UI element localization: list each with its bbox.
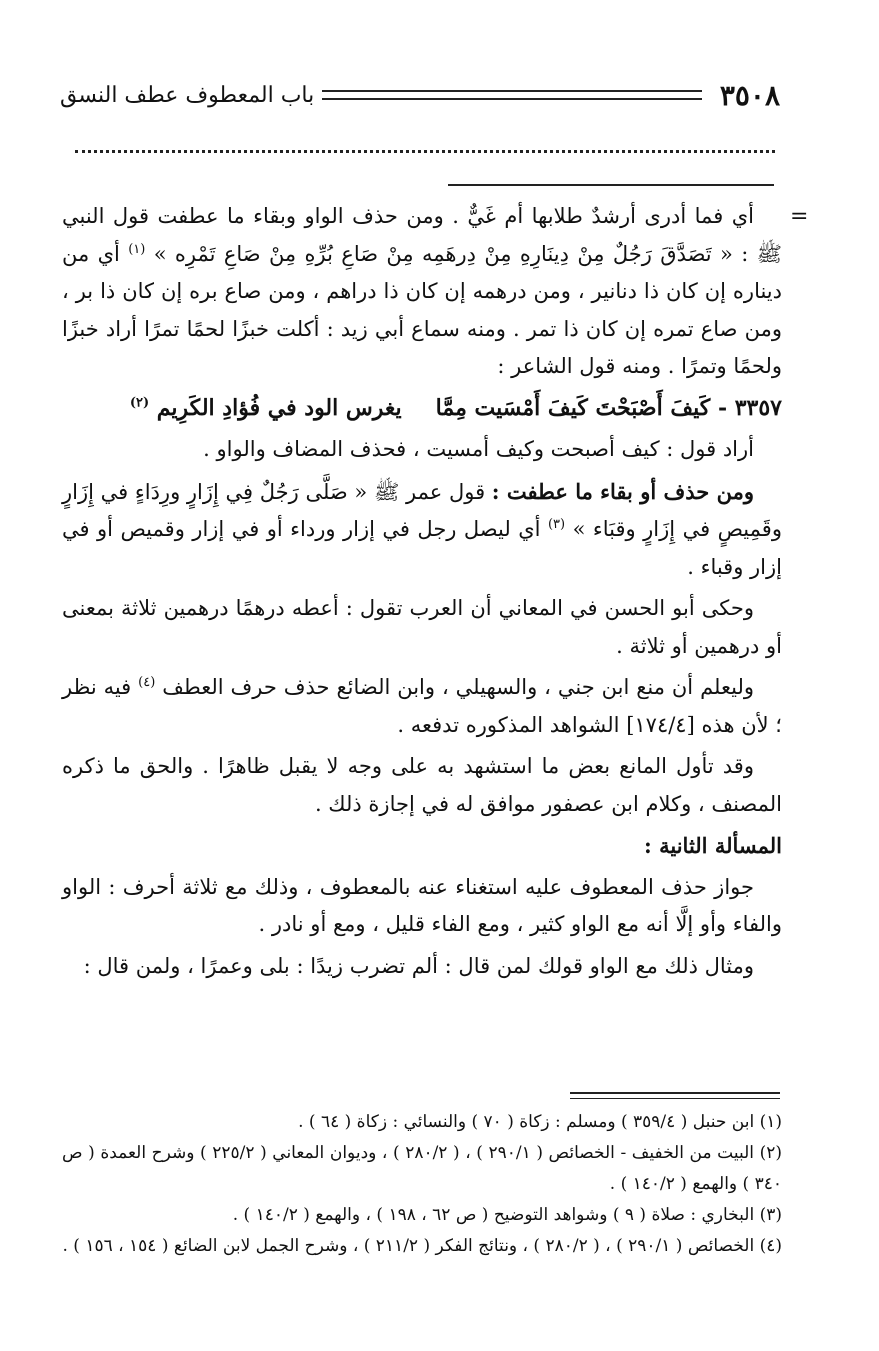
page-header [60, 78, 780, 112]
main-text [62, 198, 782, 989]
paragraph-1 [62, 198, 782, 386]
footnotes [62, 1107, 782, 1262]
verse-number: ٣٣٥٧ - [717, 394, 782, 421]
verse-line [62, 390, 782, 428]
footnote-ref-1[interactable]: (١) [128, 241, 146, 257]
footnote-ref-4[interactable]: (٤) [138, 675, 156, 690]
chapter-title: باب المعطوف عطف النسق [60, 82, 315, 108]
continuation-rule [448, 184, 774, 186]
paragraph-5-text: وليعلم أن منع ابن جني ، والسهيلي ، وابن الضائع حذف حرف العطف [162, 675, 754, 699]
paragraph-3 [62, 473, 782, 587]
paragraph-3-continuation: أي ليصل رجل في إزار ورداء أو في إزار وقميص أو في إزار وقباء . [62, 517, 782, 579]
verse-second-hemistich [130, 390, 402, 428]
paragraph-1-continuation: أي من ديناره إن كان ذا دنانير ، ومن درهمه إن كان ذا دراهم ، ومن صاع بره إن كان ذا بر ، ومن صاع تمره إن كان ذا تمر . ومنه سماع أبي زيد : أكلت خبزًا لحمًا تمرًا أراد خبزًا ولحمًا وتمرًا . ومنه قول الشاعر : [62, 241, 782, 378]
verse-second-text: يغرس الود في فُؤادِ الكَرِيم [156, 394, 402, 421]
verse-first-text: كَيفَ أَصْبَحْتَ كَيفَ أَمْسَيت مِمَّا [435, 394, 711, 421]
paragraph-5 [62, 669, 782, 744]
paragraph-6: وقد تأول المانع بعض ما استشهد به على وجه لا يقبل ظاهرًا . والحق ما ذكره المصنف ، وكلام ابن عصفور موافق له في إجازة ذلك . [62, 754, 782, 816]
footnote-ref-2[interactable]: (٢) [129, 395, 150, 411]
footnote-4: (٤) الخصائص ( ٢٩٠/١ ) ، ( ٢٨٠/٢ ) ، ونتائج الفكر ( ٢١١/٢ ) ، وشرح الجمل لابن الضائع ( ١٥٤ ، ١٥٦ ) . [62, 1236, 782, 1256]
verse-first-hemistich [436, 390, 782, 428]
paragraph-5-continuation: فيه نظر ؛ لأن هذه [١٧٤/٤] الشواهد المذكوره تدفعه . [62, 675, 782, 737]
paragraph-2: أراد قول : كيف أصبحت وكيف أمسيت ، فحذف المضاف والواو . [203, 437, 754, 461]
continued-from-marker: = [790, 204, 809, 229]
paragraph-8: ومثال ذلك مع الواو قولك لمن قال : ألم تضرب زيدًا : بلى وعمرًا ، ولمن قال : [83, 953, 754, 978]
paragraph-7: جواز حذف المعطوف عليه استغناء عنه بالمعطوف ، وذلك مع ثلاثة أحرف : الواو والفاء وأو إلَّا أنه مع الواو كثير ، ومع الفاء قليل ، ومع أو نادر . [62, 874, 782, 936]
paragraph-3-lead: ومن حذف أو بقاء ما عطفت : [491, 478, 754, 504]
header-double-rule [322, 90, 702, 100]
footnote-3: (٣) البخاري : صلاة ( ٩ ) وشواهد التوضيح ( ص ٦٢ ، ١٩٨ ) ، والهمع ( ١٤٠/٢ ) . [232, 1205, 782, 1225]
page-number: ٣٥٠٨ [719, 78, 780, 112]
footnote-2: (٢) البيت من الخفيف - الخصائص ( ٢٩٠/١ ) ، ( ٢٨٠/٢ ) ، وديوان المعاني ( ٢٢٥/٢ ) وشرح العمدة ( ص ٣٤٠ ) والهمع ( ١٤٠/٢ ) . [62, 1143, 782, 1194]
section-heading: المسألة الثانية : [644, 833, 782, 858]
paragraph-1-text: أي فما أدرى أرشدٌ طلابها أم غَيٌّ . ومن حذف الواو وبقاء ما عطفت قول النبي ﷺ : « تَصَدَّقَ رَجُلٌ مِنْ دِينَارِهِ مِنْ دِرهَمِه مِنْ صَاعِ بُرِّهِ مِنْ صَاعِ تَمْرِه » [62, 204, 782, 266]
footnote-ref-3[interactable]: (٣) [547, 517, 566, 532]
dotted-separator [75, 150, 775, 153]
footnote-separator [570, 1092, 780, 1099]
footnote-1: (١) ابن حنبل ( ٣٥٩/٤ ) ومسلم : زكاة ( ٧٠ ) والنسائي : زكاة ( ٦٤ ) . [298, 1112, 782, 1132]
paragraph-3-text: قول عمر ﷺ « صَلَّى رَجُلٌ فِي إِزَارٍ ورِدَاءٍ في إِزَارٍ وقَمِيصٍ في إِزَارٍ وقبَاء » [62, 479, 782, 541]
paragraph-4: وحكى أبو الحسن في المعاني أن العرب تقول : أعطه درهمًا درهمين ثلاثة بمعنى أو درهمين أو ثلاثة . [62, 596, 782, 658]
